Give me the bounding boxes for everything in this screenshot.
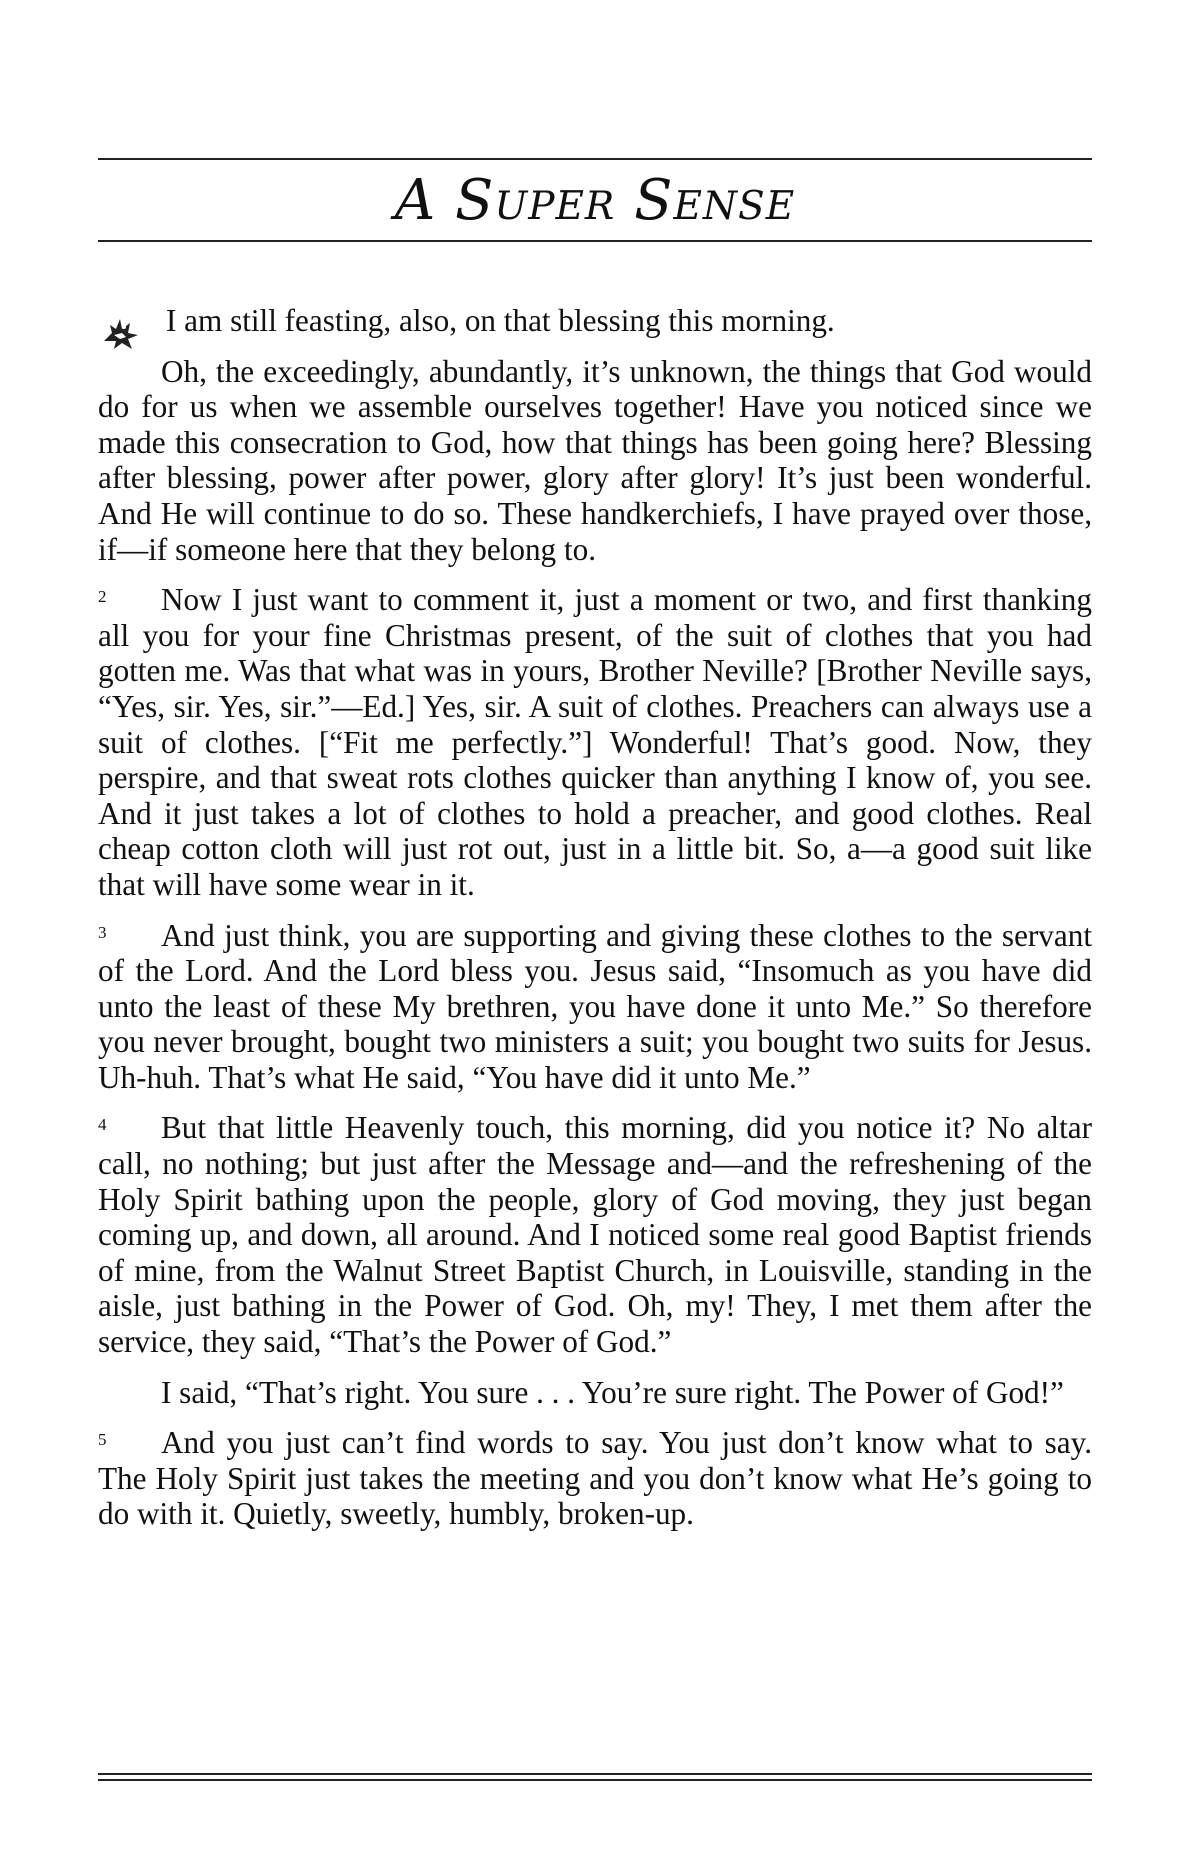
footer-rule-bottom — [98, 1779, 1092, 1781]
paragraph-number: 5 — [98, 1430, 107, 1450]
paragraph — [98, 1425, 1092, 1532]
paragraph-number: 3 — [98, 922, 107, 942]
paragraph-number: 2 — [98, 587, 107, 607]
paragraph — [98, 1375, 1092, 1411]
paragraph — [98, 1110, 1092, 1359]
paragraph-text: And just think, you are supporting and giving these clothes to the servant of the Lord. And the Lord bless you. Jesus said, “Insomuch as you have did unto the least of these My brethren, you have done it unto Me.” So therefore you never brought, bought two ministers a suit; you bought two suits for Jesus. Uh-huh. That’s what He said, “You have did it unto Me.” — [98, 917, 1092, 1095]
paragraph-text: Oh, the exceedingly, abundantly, it’s unknown, the things that God would do for us when we assemble ourselves together! Have you noticed since we made this consecration to God, how that things has been going here? Blessing after blessing, power after power, glory after glory! It’s just been wonderful. And He will continue to do so. These handkerchiefs, I have prayed over those, if—if someone here that they belong to. — [98, 353, 1092, 567]
paragraph-text: But that little Heavenly touch, this morning, did you notice it? No altar call, no nothing; but just after the Message and—and the refreshening of the Holy Spirit bathing upon the people, glory of God moving, they just began coming up, and down, all around. And I noticed some real good Baptist friends of mine, from the Walnut Street Baptist Church, in Louisville, standing in the aisle, just bathing in the Power of God. Oh, my! They, I met them after the service, they said, “That’s the Power of God.” — [98, 1110, 1092, 1360]
title-rule-bottom — [98, 240, 1092, 242]
title-rule-top — [98, 158, 1092, 160]
paragraph-text: I am still feasting, also, on that blessing this morning. — [166, 303, 835, 338]
footer-rule-top — [98, 1773, 1092, 1775]
page-title: A Super Sense — [394, 168, 796, 233]
paragraph — [98, 354, 1092, 568]
dove-ornament-icon — [100, 311, 142, 353]
document-body — [98, 303, 1092, 1547]
paragraph-text: And you just can’t find words to say. You just don’t know what to say. The Holy Spirit just takes the meeting and you don’t know what He’s going to do with it. Quietly, sweetly, humbly, broken-up. — [98, 1425, 1092, 1532]
paragraph — [98, 582, 1092, 902]
paragraph-number: 4 — [98, 1115, 107, 1135]
paragraph — [98, 918, 1092, 1096]
document-page — [98, 0, 1092, 1849]
paragraph-text: I said, “That’s right. You sure . . . You’re sure right. The Power of God!” — [161, 1374, 1064, 1410]
paragraph-text: Now I just want to comment it, just a moment or two, and first thanking all you for your fine Christmas present, of the suit of clothes that you had gotten me. Was that what was in yours, Brother Neville? [Brother Neville says, “Yes, sir. Yes, sir.”—Ed.] Yes, sir. A suit of clothes. Preachers can always use a suit of clothes. [“Fit me perfectly.”] Wonderful! That’s good. Now, they perspire, and that sweat rots clothes quicker than anything I know of, you see. And it just takes a lot of clothes to hold a preacher, and good clothes. Real cheap cotton cloth will just rot out, just in a little bit. So, a—a good suit like that will have some wear in it. — [98, 582, 1092, 902]
paragraph — [98, 303, 1092, 339]
